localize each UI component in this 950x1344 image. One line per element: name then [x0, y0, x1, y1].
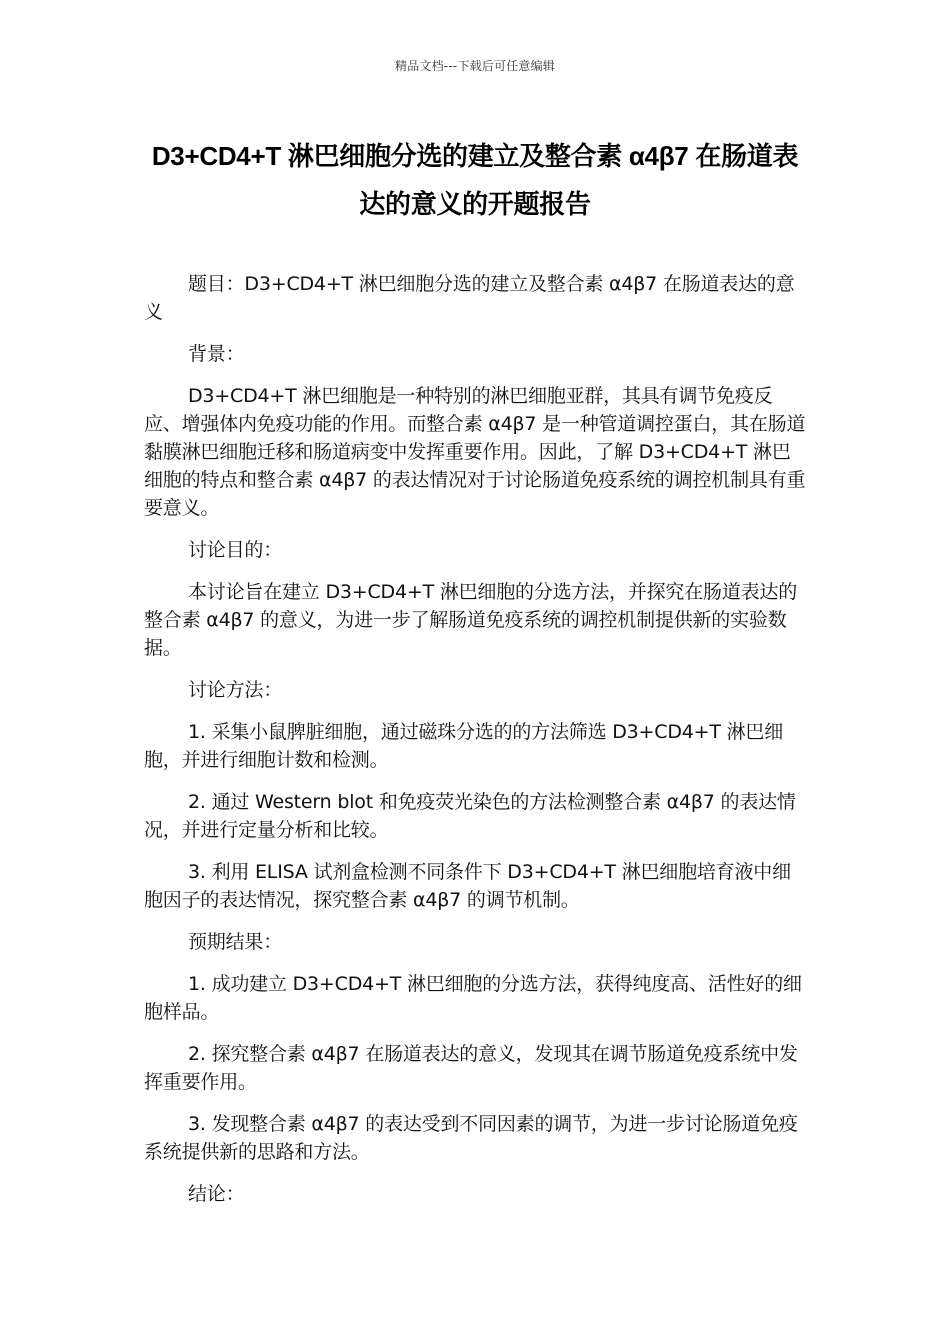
paragraph-result-2: 2. 探究整合素 α4β7 在肠道表达的意义，发现其在调节肠道免疫系统中发挥重要作用。 [144, 1043, 798, 1093]
paragraph-results-heading: 预期结果： [188, 931, 283, 953]
paragraph-background-heading: 背景： [188, 343, 245, 365]
paragraph-result-3: 3. 发现整合素 α4β7 的表达受到不同因素的调节，为进一步讨论肠道免疫系统提供新的思路和方法。 [144, 1113, 798, 1163]
paragraph-method-2: 2. 通过 Western blot 和免疫荧光染色的方法检测整合素 α4β7 的表达情况，并进行定量分析和比较。 [144, 791, 796, 841]
paragraph-purpose: 本讨论旨在建立 D3+CD4+T 淋巴细胞的分选方法，并探究在肠道表达的整合素 α4β7 的意义，为进一步了解肠道免疫系统的调控机制提供新的实验数据。 [144, 581, 798, 659]
paragraph-method-1: 1. 采集小鼠脾脏细胞，通过磁珠分选的的方法筛选 D3+CD4+T 淋巴细胞，并进行细胞计数和检测。 [144, 721, 783, 771]
document-body [144, 270, 806, 1222]
paragraph-methods-heading: 讨论方法： [188, 679, 283, 701]
paragraph-result-1: 1. 成功建立 D3+CD4+T 淋巴细胞的分选方法，获得纯度高、活性好的细胞样品。 [144, 973, 802, 1023]
header-note: 精品文档---下载后可任意编辑 [395, 59, 555, 73]
paragraph-conclusion-heading: 结论： [188, 1183, 245, 1205]
document-title: D3+CD4+T 淋巴细胞分选的建立及整合素 α4β7 在肠道表达的意义的开题报告 [151, 141, 799, 219]
paragraph-method-3: 3. 利用 ELISA 试剂盒检测不同条件下 D3+CD4+T 淋巴细胞培育液中细胞因子的表达情况，探究整合素 α4β7 的调节机制。 [144, 861, 791, 911]
paragraph-purpose-heading: 讨论目的： [188, 539, 283, 561]
paragraph-background: D3+CD4+T 淋巴细胞是一种特别的淋巴细胞亚群，其具有调节免疫反应、增强体内免疫功能的作用。而整合素 α4β7 是一种管道调控蛋白，其在肠道黏膜淋巴细胞迁移和肠道病变中发挥重要作用。因此，了解 D3+CD4+T 淋巴细胞的特点和整合素 α4β7 的表达情况对于讨论肠道免疫系统的调控机制具有重要意义。 [144, 385, 806, 519]
paragraph-topic: 题目：D3+CD4+T 淋巴细胞分选的建立及整合素 α4β7 在肠道表达的意义 [144, 273, 795, 323]
